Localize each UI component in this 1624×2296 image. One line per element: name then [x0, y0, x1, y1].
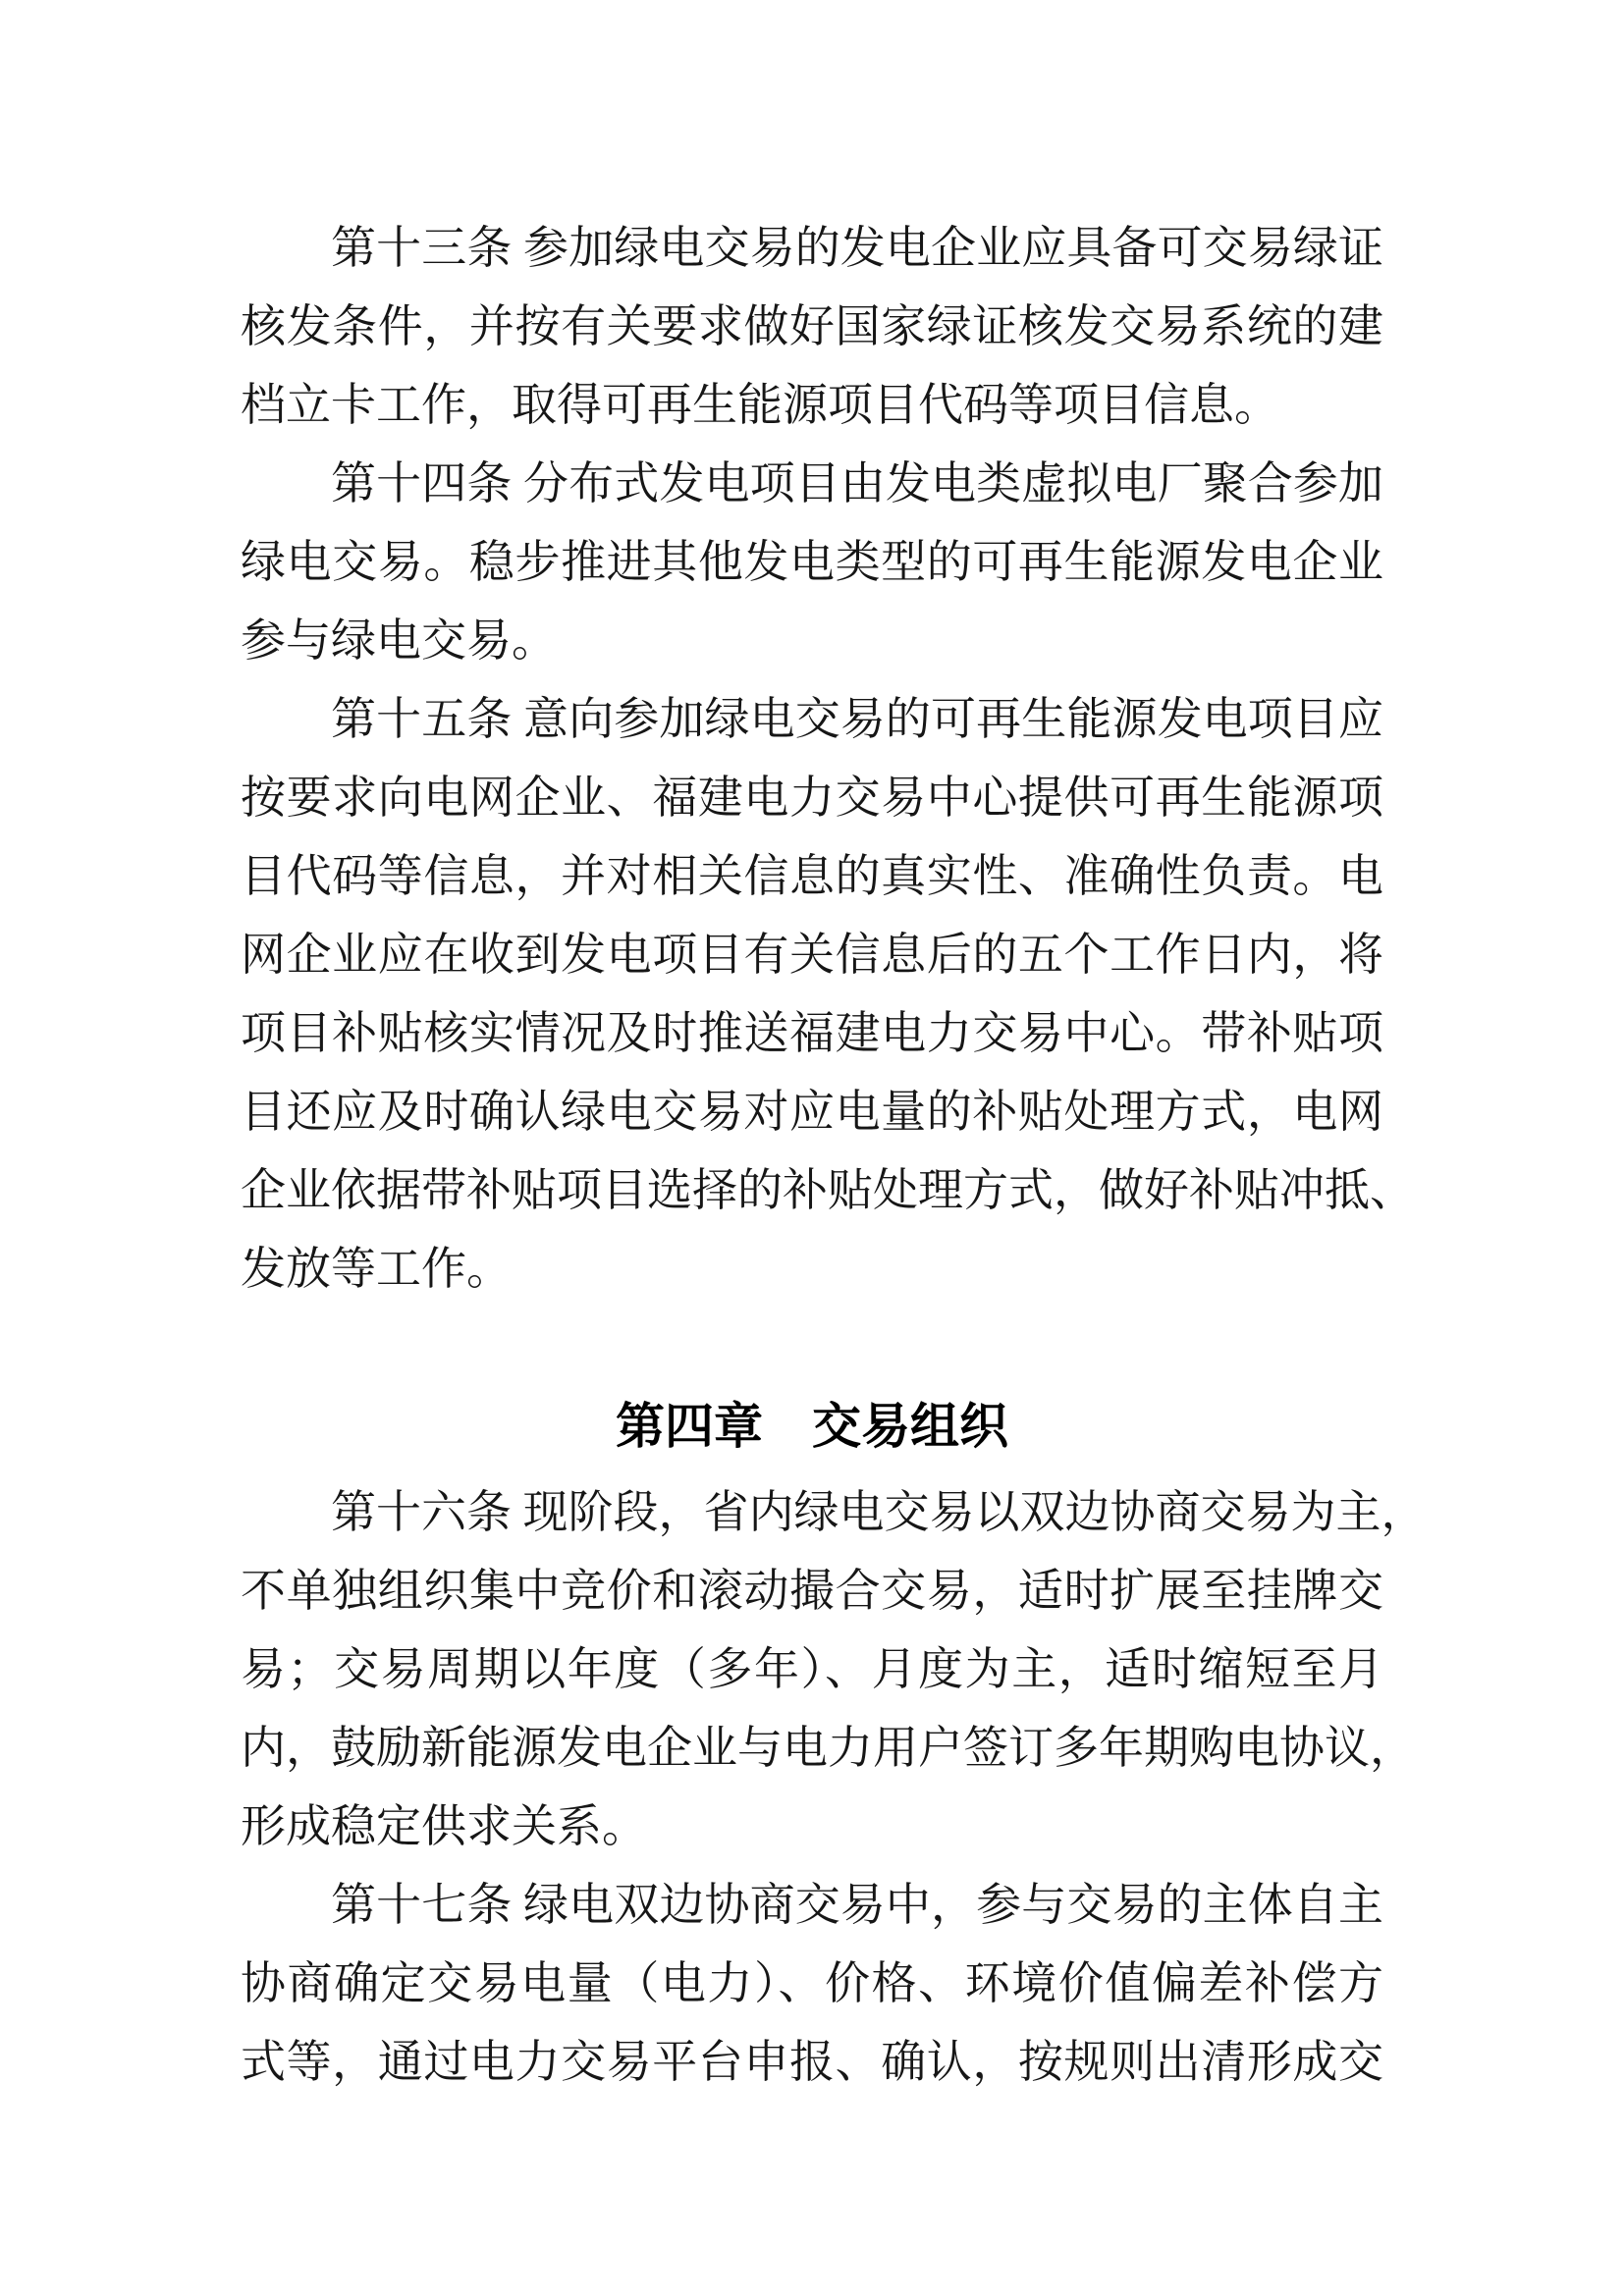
text-line: 核发条件，并按有关要求做好国家绿证核发交易系统的建: [241, 301, 1383, 351]
text-line: 档立卡工作，取得可再生能源项目代码等项目信息。: [241, 380, 1279, 430]
text-line: 第十六条 现阶段，省内绿电交易以双边协商交易为主，: [331, 1487, 1427, 1537]
text-line: 网企业应在收到发电项目有关信息后的五个工作日内，将: [241, 930, 1383, 980]
text-line: 不单独组织集中竞价和滚动撮合交易，适时扩展至挂牌交: [241, 1566, 1383, 1616]
text-line: 绿电交易。稳步推进其他发电类型的可再生能源发电企业: [241, 537, 1383, 587]
text-line: 第十三条 参加绿电交易的发电企业应具备可交易绿证: [331, 223, 1383, 273]
chapter-heading: 第四章 交易组织: [616, 1399, 1008, 1454]
article-16: [241, 1473, 1427, 1866]
text-line: 目还应及时确认绿电交易对应电量的补贴处理方式，电网: [241, 1087, 1383, 1137]
text-line: 式等，通过电力交易平台申报、确认，按规则出清形成交: [241, 2037, 1383, 2087]
text-line: 目代码等信息，并对相关信息的真实性、准确性负责。电: [241, 851, 1383, 901]
text-line: 参与绿电交易。: [241, 615, 557, 666]
text-line: 企业依据带补贴项目选择的补贴处理方式，做好补贴冲抵、: [241, 1165, 1415, 1215]
text-line: 第十五条 意向参加绿电交易的可再生能源发电项目应: [331, 694, 1383, 744]
text-line: 内，鼓励新能源发电企业与电力用户签订多年期购电协议，: [241, 1723, 1415, 1773]
text-line: 第十七条 绿电双边协商交易中，参与交易的主体自主: [331, 1880, 1383, 1930]
text-line: 第十四条 分布式发电项目由发电类虚拟电厂聚合参加: [331, 458, 1383, 508]
text-line: 发放等工作。: [241, 1244, 512, 1294]
text-line: 项目补贴核实情况及时推送福建电力交易中心。带补贴项: [241, 1008, 1383, 1058]
text-line: 易；交易周期以年度（多年）、月度为主，适时缩短至月: [241, 1644, 1383, 1694]
article-13: [241, 209, 1383, 445]
article-14: [241, 445, 1383, 680]
article-17: [241, 1866, 1383, 2102]
text-line: 按要求向电网企业、福建电力交易中心提供可再生能源项: [241, 773, 1383, 823]
article-15: [241, 680, 1415, 1308]
text-line: 协商确定交易电量（电力）、价格、环境价值偏差补偿方: [241, 1958, 1383, 2008]
text-line: 形成稳定供求关系。: [241, 1801, 647, 1851]
